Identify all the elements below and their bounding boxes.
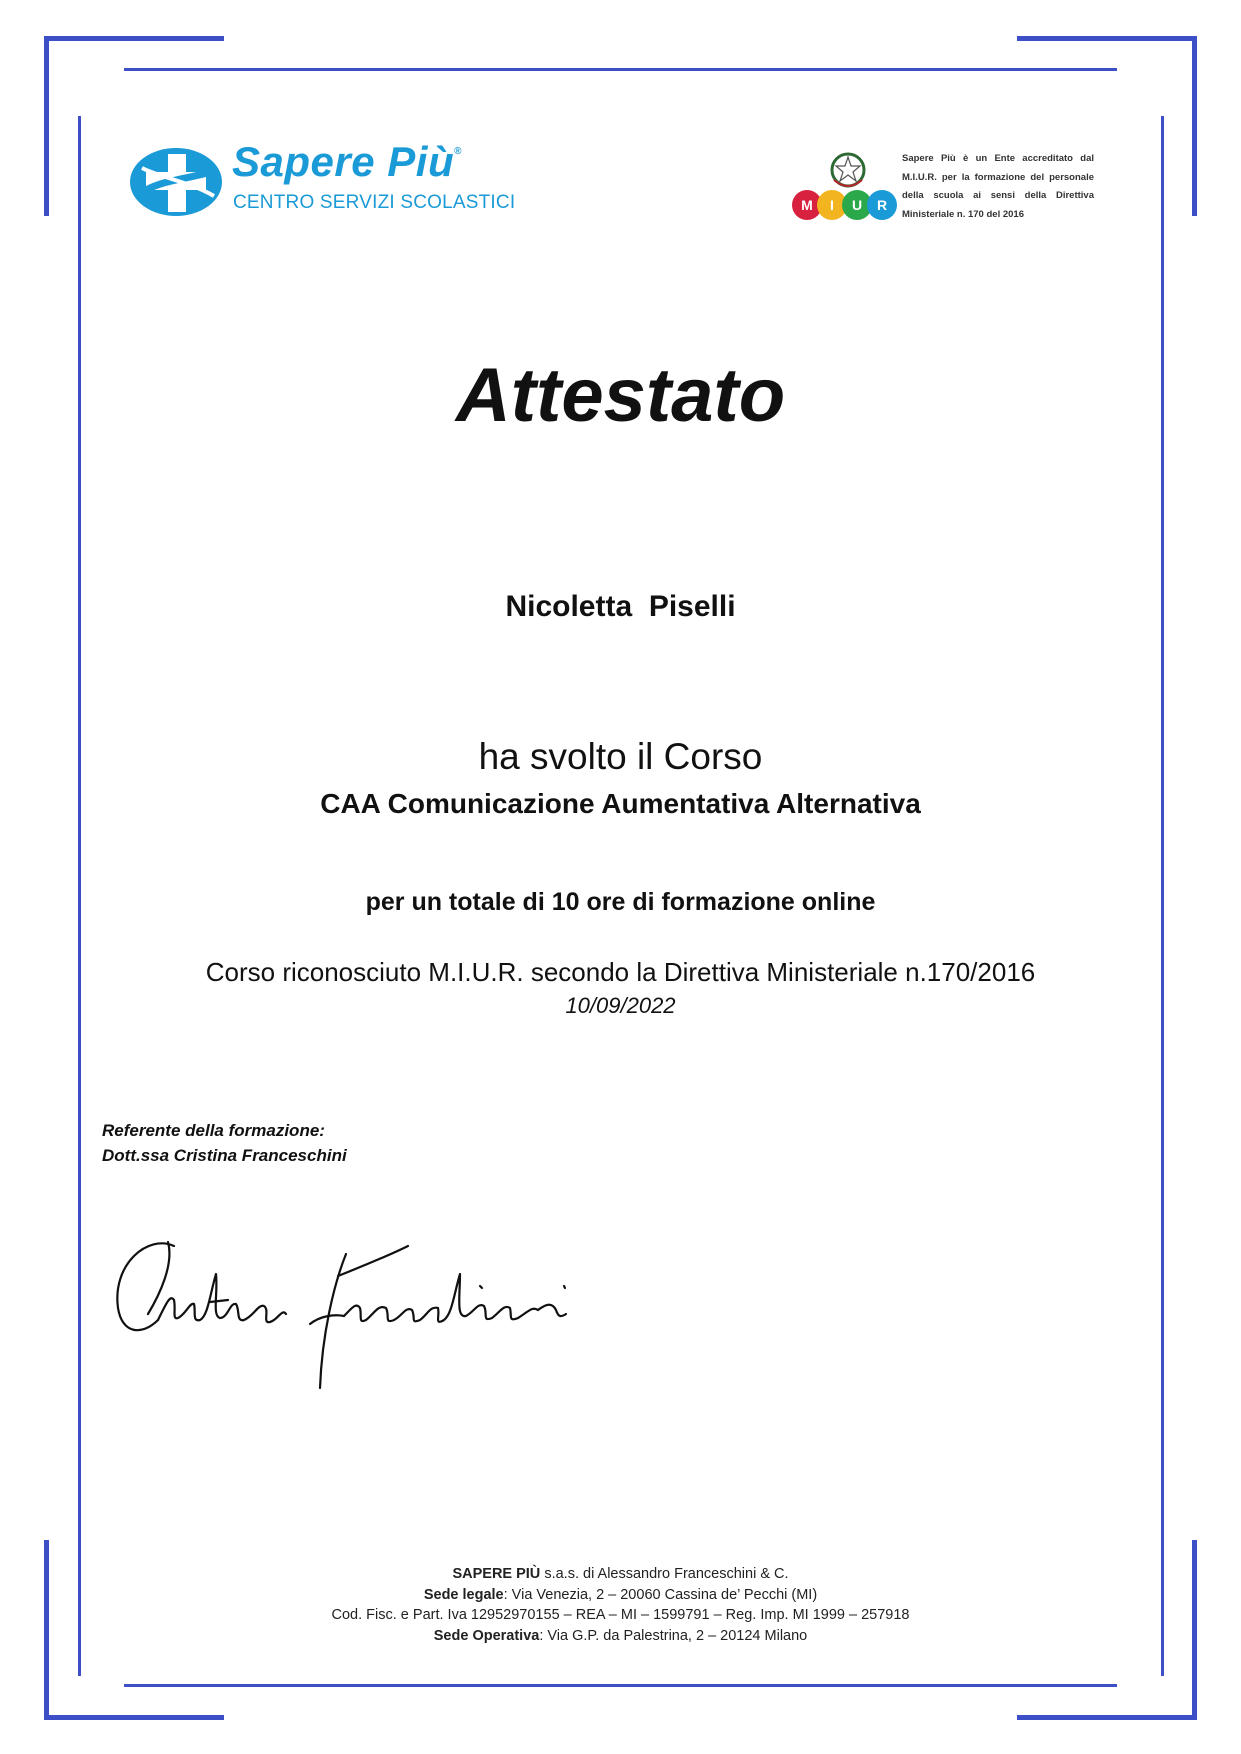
referent-label: Referente della formazione:	[102, 1121, 325, 1140]
course-intro: ha svolto il Corso	[478, 736, 763, 777]
italian-republic-emblem-icon	[828, 150, 868, 190]
miur-letter-m: M	[801, 197, 813, 213]
frame-corner-top-right-h	[1017, 36, 1197, 41]
frame-inner-bottom	[124, 1684, 1117, 1687]
frame-corner-top-left-v	[44, 36, 49, 216]
logo-subtitle: CENTRO SERVIZI SCOLASTICI	[233, 192, 516, 213]
company-footer	[0, 1564, 1241, 1646]
footer-operative-line: Sede Operativa: Via G.P. da Palestrina, 2 – 20124 Milano	[433, 1627, 808, 1644]
referent-signature	[108, 1224, 578, 1404]
footer-tax-line: Cod. Fisc. e Part. Iva 12952970155 – REA – MI – 1599791 – Reg. Imp. MI 1999 – 257918	[331, 1607, 910, 1623]
miur-logo-icon	[790, 188, 900, 222]
frame-corner-bottom-left-h	[44, 1715, 224, 1720]
miur-accreditation	[790, 150, 1094, 230]
footer-company-line: SAPERE PIÙ s.a.s. di Alessandro Franceschini & C.	[452, 1566, 789, 1582]
sapere-piu-logo	[128, 136, 548, 236]
recipient-name: Nicoletta Piselli	[505, 590, 736, 623]
frame-inner-top	[124, 68, 1117, 71]
training-referent	[102, 1118, 347, 1168]
course-hours: per un totale di 10 ore di formazione online	[365, 888, 876, 916]
referent-name: Dott.ssa Cristina Franceschini	[102, 1146, 347, 1165]
miur-letter-u: U	[851, 197, 863, 213]
course-name: CAA Comunicazione Aumentativa Alternativa	[320, 788, 921, 819]
logo-name: Sapere Più®	[232, 138, 462, 185]
miur-recognition: Corso riconosciuto M.I.U.R. secondo la Direttiva Ministeriale n.170/2016	[205, 957, 1036, 987]
frame-corner-top-right-v	[1192, 36, 1197, 216]
footer-legal-line: Sede legale: Via Venezia, 2 – 20060 Cassina de’ Pecchi (MI)	[423, 1586, 818, 1603]
miur-accreditation-text: Sapere Più è un Ente accreditato dal M.I.U.R. per la formazione del personale della scuola ai sensi della Direttiva Ministeriale n. 170 del 2016	[902, 153, 1094, 220]
miur-letter-r: R	[876, 197, 888, 213]
certificate-date: 10/09/2022	[565, 993, 676, 1018]
miur-letter-i: I	[830, 197, 834, 213]
frame-corner-top-left-h	[44, 36, 224, 41]
frame-corner-bottom-right-h	[1017, 1715, 1197, 1720]
sapere-piu-logo-icon	[128, 144, 228, 222]
certificate-title: Attestato	[455, 353, 786, 438]
